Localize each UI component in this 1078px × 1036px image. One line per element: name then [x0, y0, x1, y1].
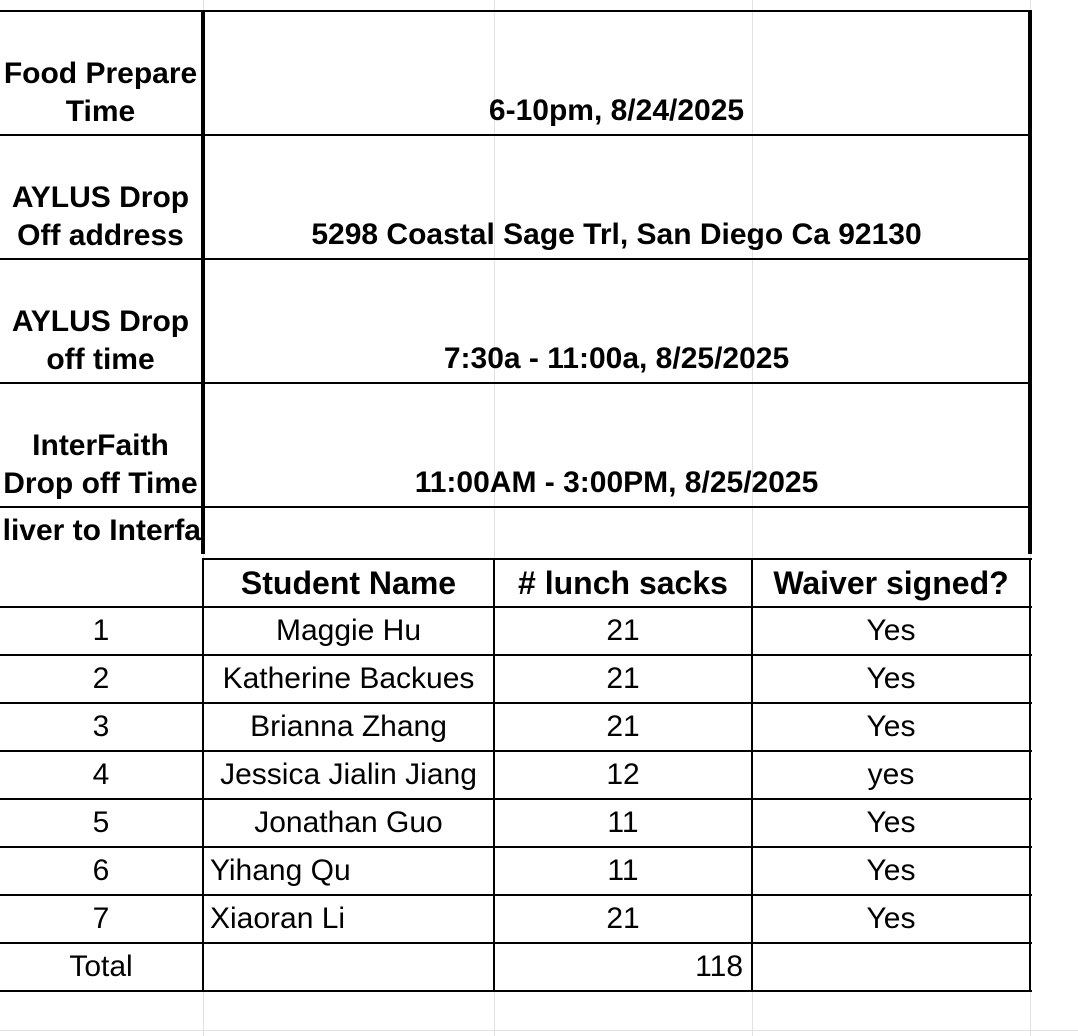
border [0, 990, 1032, 992]
deliver-to-interfaith-label[interactable]: liver to Interfa [2, 514, 201, 547]
header-waiver-signed[interactable]: Waiver signed? [773, 564, 1009, 601]
total-waiver-cell[interactable] [753, 944, 1029, 990]
waiver-cell[interactable]: Yes [866, 662, 916, 695]
student-name-cell[interactable]: Jonathan Guo [254, 806, 443, 839]
student-name-cell[interactable]: Yihang Qu [210, 854, 351, 887]
student-name-cell[interactable]: Xiaoran Li [210, 902, 346, 935]
waiver-cell[interactable]: Yes [866, 902, 916, 935]
total-name-cell[interactable] [204, 944, 493, 990]
lunch-sacks-cell[interactable]: 11 [607, 854, 639, 887]
waiver-cell[interactable]: Yes [866, 854, 916, 887]
lunch-sacks-cell[interactable]: 21 [606, 710, 640, 743]
waiver-cell[interactable]: Yes [866, 614, 916, 647]
drop-off-address-label[interactable]: AYLUS Drop Off address [11, 181, 190, 252]
row-number[interactable]: 2 [92, 662, 110, 695]
student-name-cell[interactable]: Katherine Backues [222, 662, 475, 695]
row-number[interactable]: 4 [92, 758, 110, 791]
border [1028, 10, 1032, 554]
waiver-cell[interactable]: yes [867, 758, 915, 791]
row-number[interactable]: 7 [92, 902, 110, 935]
lunch-sacks-cell[interactable]: 21 [606, 614, 640, 647]
row-number[interactable]: 1 [92, 614, 110, 647]
waiver-cell[interactable]: Yes [866, 806, 916, 839]
drop-off-time-label[interactable]: AYLUS Drop off time [11, 305, 190, 376]
row-number[interactable]: 3 [92, 710, 110, 743]
interfaith-time-label[interactable]: InterFaith Drop off Time [3, 429, 198, 500]
food-prepare-time-value[interactable]: 6-10pm, 8/24/2025 [488, 94, 745, 127]
drop-off-address-value[interactable]: 5298 Coastal Sage Trl, San Diego Ca 92130 [311, 218, 922, 251]
lunch-sacks-cell[interactable]: 12 [606, 758, 640, 791]
row-number[interactable]: 6 [92, 854, 110, 887]
drop-off-time-value[interactable]: 7:30a - 11:00a, 8/25/2025 [443, 342, 790, 375]
header-student-name[interactable]: Student Name [240, 564, 457, 601]
total-lunch-sacks[interactable]: 118 [695, 950, 743, 983]
border [1029, 558, 1031, 992]
student-name-cell[interactable]: Brianna Zhang [250, 710, 447, 743]
lunch-sacks-cell[interactable]: 21 [606, 902, 640, 935]
lunch-sacks-cell[interactable]: 11 [607, 806, 639, 839]
header-lunch-sacks[interactable]: # lunch sacks [518, 564, 728, 601]
student-name-cell[interactable]: Maggie Hu [275, 614, 422, 647]
waiver-cell[interactable]: Yes [866, 710, 916, 743]
interfaith-time-value[interactable]: 11:00AM - 3:00PM, 8/25/2025 [414, 466, 819, 499]
deliver-to-interfaith-value[interactable] [205, 508, 1028, 554]
lunch-sacks-cell[interactable]: 21 [606, 662, 640, 695]
total-label[interactable]: Total [69, 950, 133, 983]
row-number[interactable]: 5 [92, 806, 110, 839]
gridline [0, 1030, 1078, 1031]
student-name-cell[interactable]: Jessica Jialin Jiang [220, 758, 477, 791]
food-prepare-time-label[interactable]: Food Prepare Time [3, 57, 198, 128]
header-num-cell[interactable] [0, 560, 202, 606]
